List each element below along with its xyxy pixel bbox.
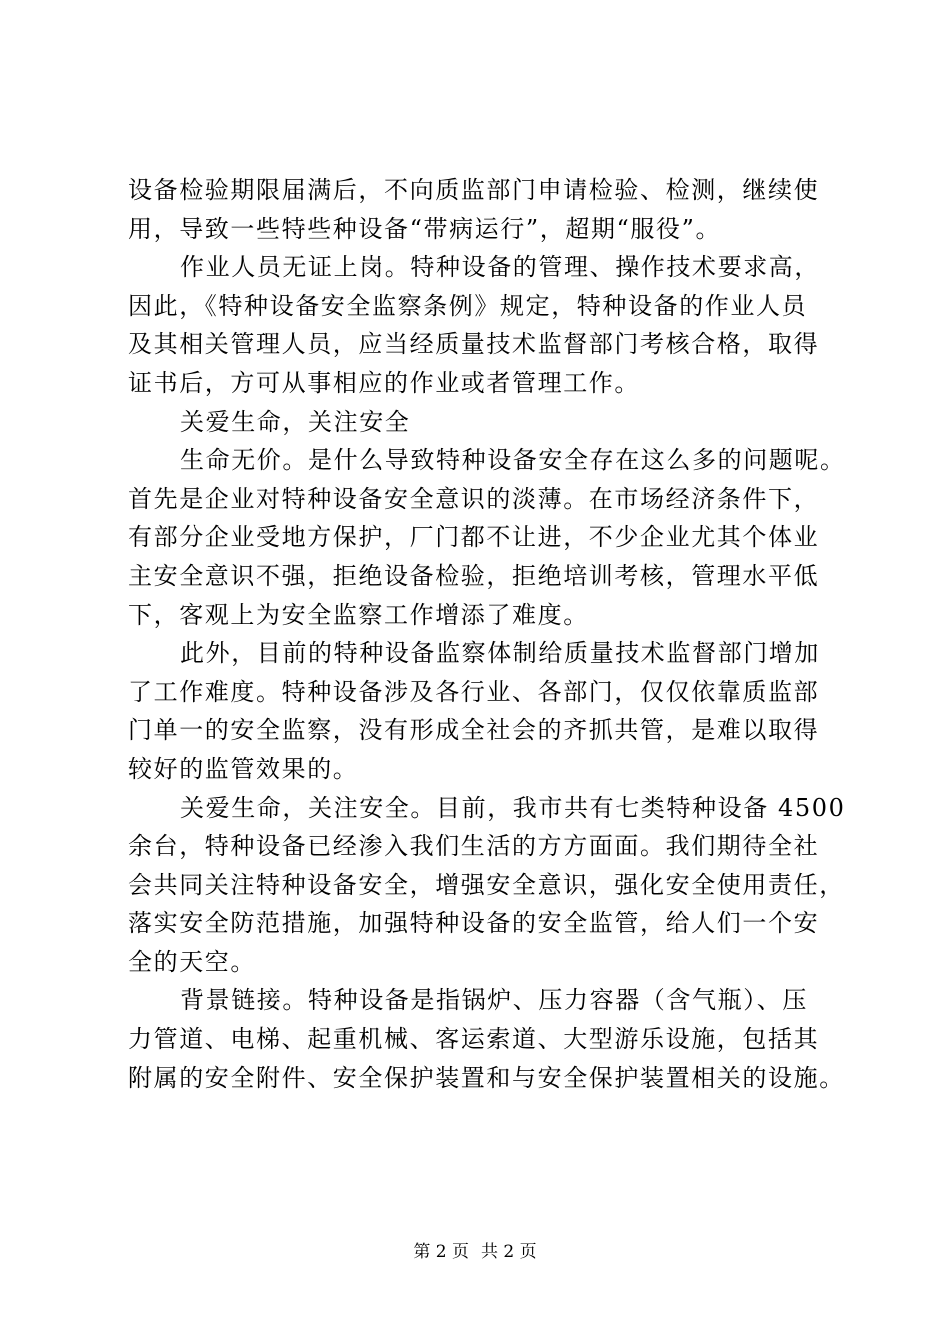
text-line: 生命无价。是什么导致特种设备安全存在这么多的问题呢。 [180,446,846,475]
text-line: 会共同关注特种设备安全，增强安全意识，强化安全使用责任， [128,870,845,899]
text-line: 门单一的安全监察，没有形成全社会的齐抓共管，是难以取得 [128,716,820,745]
text-line: 首先是企业对特种设备安全意识的淡薄。在市场经济条件下， [128,484,820,513]
text-line: 背景链接。特种设备是指锅炉、压力容器（含气瓶）、压 [180,986,808,1015]
text-line: 设备检验期限届满后，不向质监部门申请检验、检测，继续使 [128,176,820,204]
text-line: 关爱生命，关注安全 [180,407,411,436]
text-line: 作业人员无证上岗。特种设备的管理、操作技术要求高， [180,253,820,282]
text-line: 主安全意识不强，拒绝设备检验，拒绝培训考核，管理水平低 [128,561,820,590]
text-line: 此外，目前的特种设备监察体制给质量技术监督部门增加 [180,639,820,668]
text-line: 下，客观上为安全监察工作增添了难度。 [128,600,589,629]
page-number-label: 第 2 页 [413,1242,469,1262]
text-line: 有部分企业受地方保护，厂门都不让进，不少企业尤其个体业 [128,523,820,552]
text-line: 较好的监管效果的。 [128,754,359,783]
text-line: 落实安全防范措施，加强特种设备的安全监管，给人们一个安 [128,909,820,938]
text-line: 了工作难度。特种设备涉及各行业、各部门，仅仅依靠质监部 [128,677,820,706]
page-footer [0,1240,950,1264]
text-line: 用，导致一些特些种设备“带病运行”，超期“服役”。 [128,214,722,243]
text-line: 全的天空。 [128,947,256,976]
page-total-label: 共 2 页 [481,1242,537,1262]
text-line: 力管道、电梯、起重机械、客运索道、大型游乐设施，包括其 [128,1025,820,1054]
text-line: 证书后，方可从事相应的作业或者管理工作。 [128,368,640,397]
text-line: 因此，《特种设备安全监察条例》规定，特种设备的作业人员 [128,291,808,320]
text-line: 及其相关管理人员，应当经质量技术监督部门考核合格，取得 [128,330,820,359]
text-line: 余台，特种设备已经渗入我们生活的方方面面。我们期待全社 [128,832,820,861]
text-line: 附属的安全附件、安全保护装置和与安全保护装置相关的设施。 [128,1063,845,1092]
text-line: 关爱生命，关注安全。目前，我市共有七类特种设备 4500 [180,793,846,822]
document-body [128,171,848,1097]
